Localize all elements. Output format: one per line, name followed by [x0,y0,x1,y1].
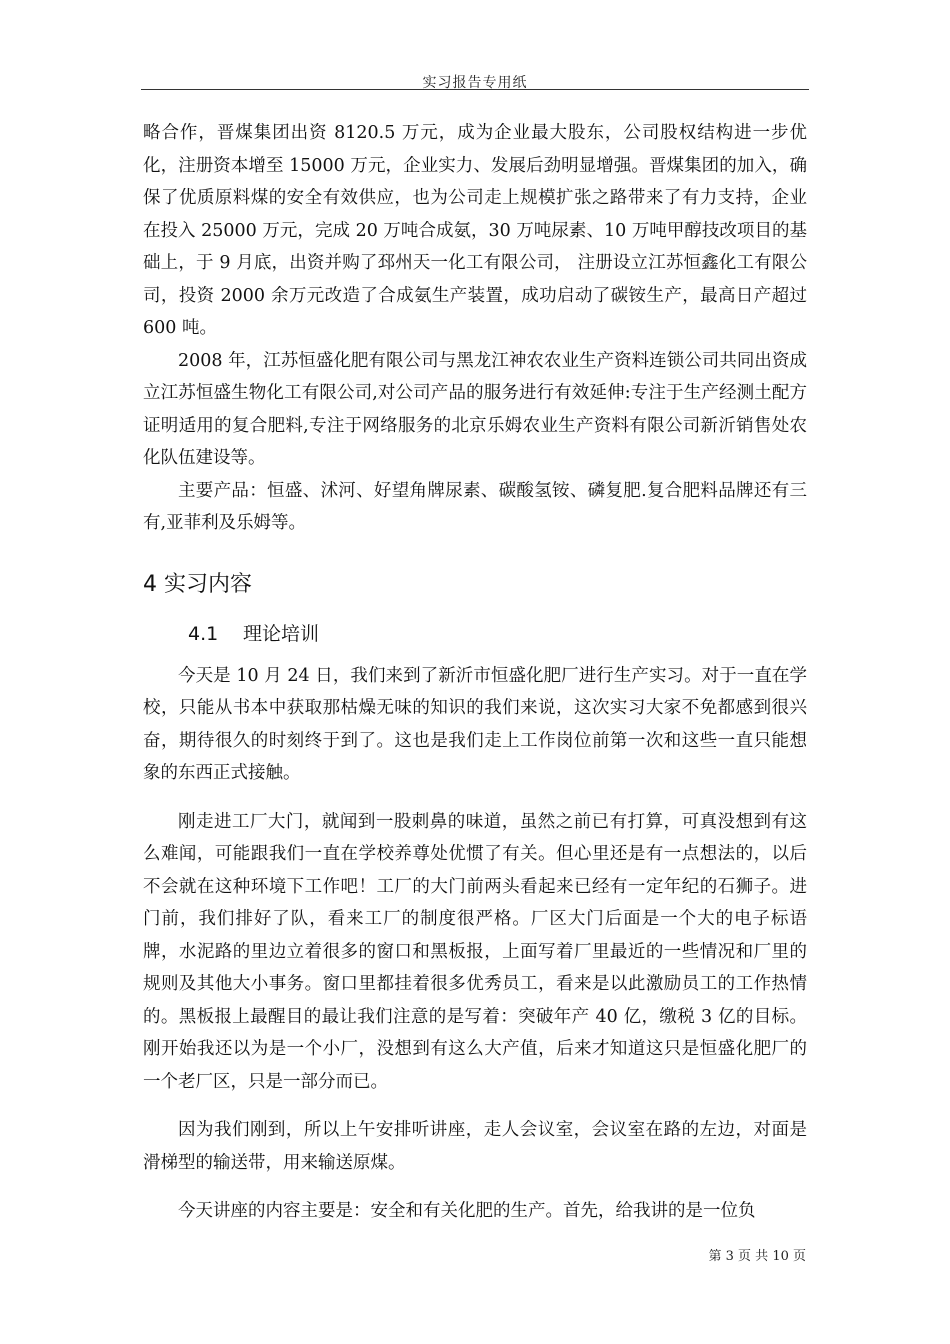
paragraph-products: 主要产品：恒盛、沭河、好望角牌尿素、碳酸氢铵、磷复肥.复合肥料品牌还有三有,亚菲利及乐姆等。 [143,480,807,533]
document-body [143,117,807,1228]
paragraph-gap [143,1098,807,1114]
paragraph-lecture: 今天讲座的内容主要是：安全和有关化肥的生产。首先，给我讲的是一位负 [178,1201,756,1221]
paragraph-factory-gate: 刚走进工厂大门，就闻到一股刺鼻的味道，虽然之前已有打算，可真没想到有这么难闻，可能跟我们一直在学校养尊处优惯了有关。但心里还是有一点想法的，以后不会就在这种环境下工作吧！工厂的大门前两头看起来已经有一定年纪的石狮子。进门前，我们排好了队，看来工厂的制度很严格。厂区大门后面是一个大的电子标语牌，水泥路的里边立着很多的窗口和黑板报，上面写着厂里最近的一些情况和厂里的规则及其他大小事务。窗口里都挂着很多优秀员工，看来是以此激励员工的工作热情的。黑板报上最醒目的最让我们注意的是写着：突破年产 40 亿，缴税 3 亿的目标。刚开始我还以为是一个小厂，没想到有这么大产值，后来才知道这只是恒盛化肥厂的一个老厂区，只是一部分而已。 [143,811,807,1092]
page-number: 第 3 页 共 10 页 [708,1249,806,1264]
subsection-title: 理论培训 [243,622,320,645]
paragraph-2008: 2008 年，江苏恒盛化肥有限公司与黑龙江神农农业生产资料连锁公司共同出资成立江苏恒盛生物化工有限公司,对公司产品的服务进行有效延伸:专注于生产经测土配方证明适用的复合肥料,专注于网络服务的北京乐姆农业生产资料有限公司新沂销售处农化队伍建设等。 [143,350,807,468]
paragraph-arrival: 今天是 10 月 24 日，我们来到了新沂市恒盛化肥厂进行生产实习。对于一直在学校，只能从书本中获取那枯燥无味的知识的我们来说，这次实习大家不免都感到很兴奋，期待很久的时刻终于到了。这也是我们走上工作岗位前第一次和这些一直只能想象的东西正式接触。 [143,665,807,783]
paragraph-gap [143,790,807,806]
paragraph-meeting-room: 因为我们刚到，所以上午安排听讲座，走人会议室，会议室在路的左边，对面是滑梯型的输送带，用来输送原煤。 [143,1120,807,1173]
header-divider [141,89,809,90]
paragraph-gap [143,1179,807,1195]
subsection-heading [188,618,807,650]
section-heading: 4 实习内容 [143,571,252,597]
page-header-title: 实习报告专用纸 [422,75,528,91]
paragraph-continued: 略合作，晋煤集团出资 8120.5 万元，成为企业最大股东，公司股权结构进一步优化，注册资本增至 15000 万元，企业实力、发展后劲明显增强。晋煤集团的加入，确保了优质原料煤的安全有效供应，也为公司走上规模扩张之路带来了有力支持，企业在投入 25000 万元，完成 20 万吨合成氨，30 万吨尿素、10 万吨甲醇技改项目的基础上，于 9 月底，出资并购了邳州天一化工有限公司， 注册设立江苏恒鑫化工有限公司，投资 2000 余万元改造了合成氨生产装置，成功启动了碳铵生产，最高日产超过 600 吨。 [143,123,807,338]
subsection-number: 4.1 [188,622,219,645]
